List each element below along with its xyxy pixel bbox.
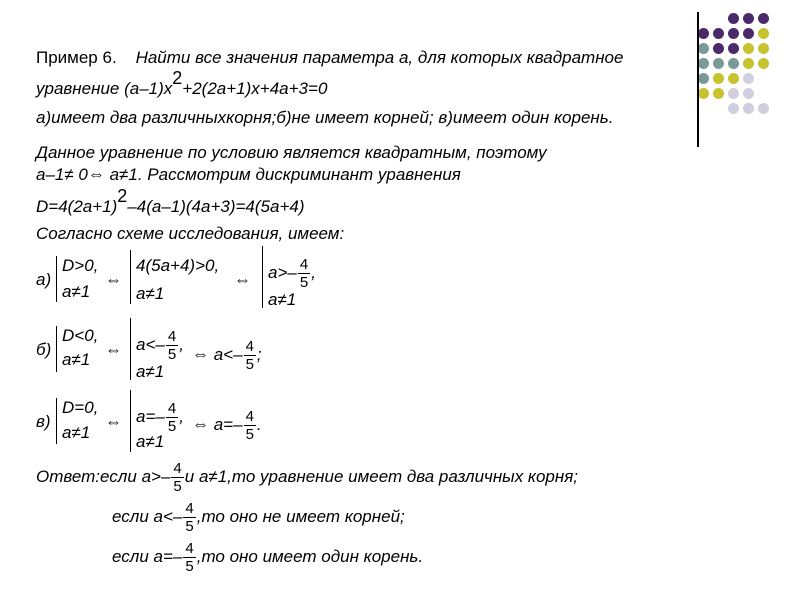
decor-dot	[758, 103, 769, 114]
case-c-result-pre: ⇔ a=–	[192, 414, 243, 434]
decor-dot	[728, 43, 739, 54]
case-b-result-num: 4	[245, 338, 254, 355]
case-a-sys1-bottom: a≠1	[62, 282, 91, 301]
answer-line1-pre: если а>–	[100, 466, 171, 486]
answer-line-3	[112, 540, 423, 575]
decor-dot	[728, 88, 739, 99]
answer-line3-den: 5	[185, 558, 194, 575]
case-c-sys1-bottom: a≠1	[62, 423, 91, 442]
decor-dot	[713, 28, 724, 39]
case-a-sys2-top: 4(5a+4)>0,	[136, 256, 220, 275]
answer-label: Ответ:	[36, 466, 101, 486]
answer-line3-pre: если а=–	[112, 546, 183, 566]
answer-line3-num: 4	[185, 540, 194, 557]
title-line	[36, 48, 623, 68]
decor-dot	[728, 13, 739, 24]
answer-line3-post: ,то оно имеет один корень.	[196, 546, 424, 566]
case-c-result-num: 4	[245, 408, 254, 425]
case-c-fraction	[166, 400, 178, 435]
answer-line3-fraction	[183, 540, 195, 575]
case-a-sys2-bottom: a≠1	[136, 284, 165, 303]
answer-line1-num: 4	[173, 460, 182, 477]
case-a-sys3-bottom: a≠1	[268, 290, 297, 309]
decor-dot	[743, 73, 754, 84]
case-a-fraction	[298, 256, 310, 291]
case-c-sys2-top	[136, 400, 184, 435]
case-c-frac-num: 4	[167, 400, 177, 417]
equation-x: х	[163, 79, 173, 98]
case-a-frac-den: 5	[299, 274, 309, 291]
case-b-result-pre: ⇔ a<–	[192, 344, 243, 364]
discriminant-line	[36, 186, 305, 217]
answer-line1-fraction	[171, 460, 183, 495]
case-a-arrow-1: ⇔	[105, 270, 122, 289]
decor-dot	[698, 73, 709, 84]
decor-dot	[758, 43, 769, 54]
answer-line1-den: 5	[173, 478, 182, 495]
case-a-sys3-pre: a>–	[268, 262, 297, 282]
case-a-sys1-top: D>0,	[62, 256, 99, 275]
decor-dot	[713, 58, 724, 69]
scheme-line: Согласно схеме исследования, имеем:	[36, 224, 345, 243]
decor-dot	[743, 28, 754, 39]
given-line-2: а–1≠ 0⇔ а≠1. Рассмотрим дискриминант уравнения	[36, 165, 461, 184]
case-a-arrow-2: ⇔	[234, 270, 251, 289]
equation-coef-a: (а–1)	[124, 79, 164, 98]
decor-vertical-line	[697, 12, 699, 147]
case-c-sys2-bottom: a≠1	[136, 432, 165, 451]
case-c-frac-den: 5	[167, 418, 177, 435]
case-b-fraction	[166, 328, 178, 363]
decor-dot	[743, 88, 754, 99]
case-a-label: а)	[36, 270, 52, 289]
discriminant-left: D=4(2a+1)	[36, 197, 118, 216]
answer-line-2	[112, 500, 405, 535]
case-b-result-fraction	[244, 338, 256, 373]
case-b-sys1-top: D<0,	[62, 326, 99, 345]
case-a-sys3-top	[268, 256, 316, 291]
decor-dot	[758, 58, 769, 69]
case-b-sys1-bottom: a≠1	[62, 350, 91, 369]
case-c-label: в)	[36, 412, 51, 431]
answer-line2-fraction	[183, 500, 195, 535]
case-c-result	[192, 408, 262, 443]
case-b-sys2-post: ,	[179, 334, 184, 354]
decor-dot	[698, 43, 709, 54]
decor-dot	[758, 28, 769, 39]
case-c-sys2-post: ,	[179, 406, 184, 426]
case-b-sys2-bottom: a≠1	[136, 362, 165, 381]
case-b-frac-den: 5	[167, 346, 177, 363]
case-a-frac-num: 4	[299, 256, 309, 273]
equation-word: уравнение	[36, 79, 120, 98]
case-c-sys1-top: D=0,	[62, 398, 99, 417]
discriminant-exponent: 2	[117, 186, 128, 206]
decor-dot	[728, 73, 739, 84]
case-c-sys2-pre: a=–	[136, 406, 165, 426]
decor-dot	[743, 103, 754, 114]
decor-dot	[698, 58, 709, 69]
case-c-arrow-1: ⇔	[105, 412, 122, 431]
decor-dot	[743, 58, 754, 69]
decor-dot	[758, 13, 769, 24]
answer-line2-den: 5	[185, 518, 194, 535]
decor-dot	[728, 28, 739, 39]
case-c-result-den: 5	[245, 426, 254, 443]
case-c-result-fraction	[244, 408, 256, 443]
equation-rest: +2(2а+1)х+4а+3=0	[182, 79, 328, 98]
decor-dot	[713, 43, 724, 54]
case-b-arrow-1: ⇔	[105, 340, 122, 359]
answer-line2-pre: если а<–	[112, 506, 183, 526]
case-c-result-post: .	[256, 414, 262, 434]
case-b-result	[192, 338, 262, 373]
case-a-sys3-post: ,	[311, 262, 316, 282]
answer-line1-post: и а≠1,то уравнение имеет два различных корня;	[184, 466, 579, 486]
equation-exponent: 2	[172, 68, 183, 88]
given-line-1: Данное уравнение по условию является квадратным, поэтому	[36, 143, 547, 162]
decor-dot	[713, 88, 724, 99]
decor-dot	[743, 43, 754, 54]
case-b-sys2-pre: a<–	[136, 334, 165, 354]
decor-dot	[698, 88, 709, 99]
case-b-label: б)	[36, 340, 52, 359]
decor-dot	[743, 13, 754, 24]
tasks-line: а)имеет два различныхкорня;б)не имеет корней; в)имеет один корень.	[36, 108, 614, 127]
answer-line2-post: ,то оно не имеет корней;	[196, 506, 405, 526]
case-b-frac-num: 4	[167, 328, 177, 345]
answer-line-1	[36, 460, 578, 495]
example-label: Пример 6.	[36, 48, 117, 67]
decor-dot	[728, 103, 739, 114]
title-text: Найти все значения параметра а, для которых квадратное	[135, 48, 624, 67]
equation-line	[36, 68, 328, 99]
decor-dot	[713, 73, 724, 84]
case-b-result-den: 5	[245, 356, 254, 373]
case-b-result-post: ;	[256, 344, 262, 364]
answer-line2-num: 4	[185, 500, 194, 517]
discriminant-right: –4(a–1)(4a+3)=4(5a+4)	[127, 197, 305, 216]
decor-dot	[698, 28, 709, 39]
decor-dot	[728, 58, 739, 69]
case-b-sys2-top	[136, 328, 184, 363]
